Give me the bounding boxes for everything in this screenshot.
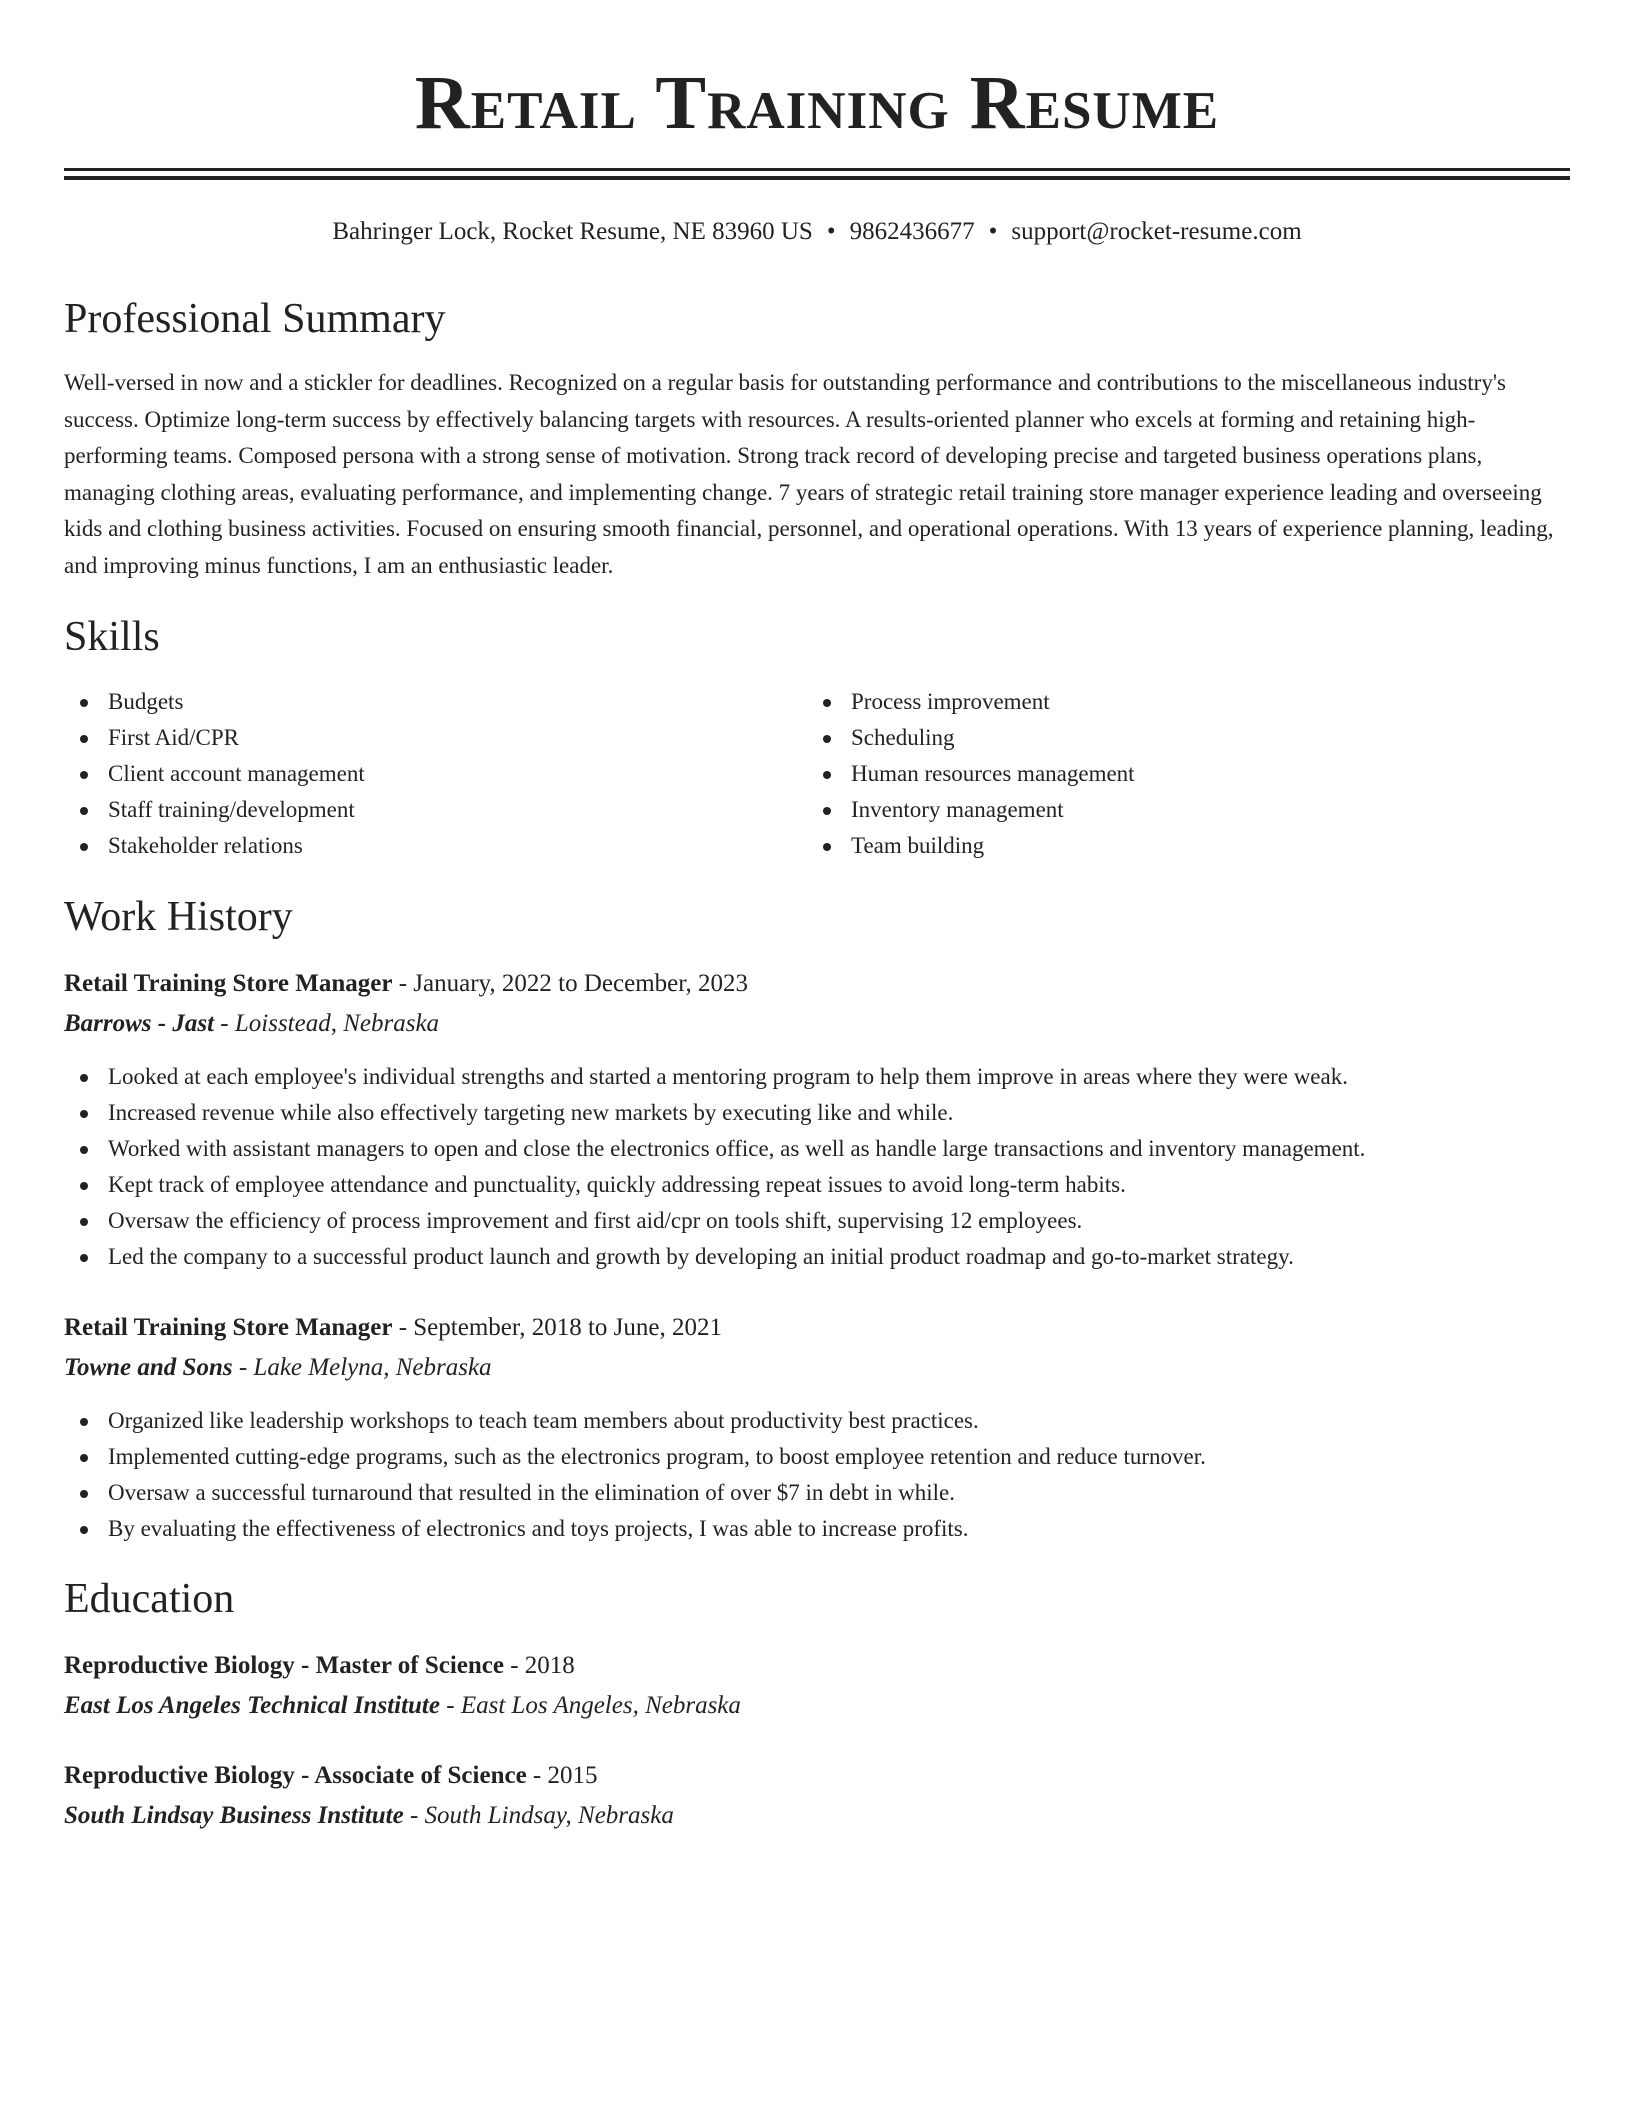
skill-item: Process improvement bbox=[807, 684, 1550, 720]
job-company: Towne and Sons bbox=[64, 1354, 233, 1381]
degree: Reproductive Biology - Associate of Science bbox=[64, 1762, 527, 1789]
contact-phone: 9862436677 bbox=[849, 218, 975, 245]
skill-item: Human resources management bbox=[807, 756, 1550, 792]
job-location: Lake Melyna, Nebraska bbox=[253, 1354, 492, 1381]
job-bullet: Worked with assistant managers to open and close the electronics office, as well as handle large transactions and inventory management. bbox=[64, 1131, 1570, 1167]
skill-item: Scheduling bbox=[807, 720, 1550, 756]
school: South Lindsay Business Institute bbox=[64, 1802, 404, 1829]
job-bullet: Led the company to a successful product launch and growth by developing an initial product roadmap and go-to-market strategy. bbox=[64, 1239, 1570, 1275]
skill-item: First Aid/CPR bbox=[64, 720, 807, 756]
skill-item: Budgets bbox=[64, 684, 807, 720]
job-bullets bbox=[64, 1059, 1570, 1275]
job-bullet: Implemented cutting-edge programs, such as the electronics program, to boost employee retention and reduce turnover. bbox=[64, 1439, 1570, 1475]
resume-title: Retail Training Resume bbox=[414, 61, 1220, 145]
degree: Reproductive Biology - Master of Science bbox=[64, 1652, 504, 1679]
job-title: Retail Training Store Manager bbox=[64, 1314, 393, 1341]
degree-line: Reproductive Biology - Associate of Science - 2015 bbox=[64, 1762, 598, 1789]
skills-heading: Skills bbox=[64, 614, 160, 660]
skill-item: Stakeholder relations bbox=[64, 828, 807, 864]
skill-item: Staff training/development bbox=[64, 792, 807, 828]
job-bullet: Increased revenue while also effectively targeting new markets by executing like and while. bbox=[64, 1095, 1570, 1131]
skill-item: Team building bbox=[807, 828, 1550, 864]
skills-column-left bbox=[64, 684, 807, 864]
contact-address: Bahringer Lock, Rocket Resume, NE 83960 US bbox=[332, 218, 813, 245]
job-bullet: Oversaw a successful turnaround that resulted in the elimination of over $7 in debt in while. bbox=[64, 1475, 1570, 1511]
work-history-heading: Work History bbox=[64, 894, 293, 940]
job-bullet: Organized like leadership workshops to teach team members about productivity best practices. bbox=[64, 1403, 1570, 1439]
school-line: East Los Angeles Technical Institute - East Los Angeles, Nebraska bbox=[64, 1692, 741, 1719]
contact-separator: • bbox=[988, 218, 998, 245]
contact-email: support@rocket-resume.com bbox=[1011, 218, 1302, 245]
degree-year: 2015 bbox=[547, 1762, 598, 1789]
degree-line: Reproductive Biology - Master of Science - 2018 bbox=[64, 1652, 575, 1679]
job-bullet: Kept track of employee attendance and punctuality, quickly addressing repeat issues to avoid long-term habits. bbox=[64, 1167, 1570, 1203]
job-title-line: Retail Training Store Manager - January, 2022 to December, 2023 bbox=[64, 970, 749, 997]
summary-text: Well-versed in now and a stickler for deadlines. Recognized on a regular basis for outstanding performance and contributions to the miscellaneous industry's success. Optimize long-term success by effectively balancing targets with resources. A results-oriented planner who excels at forming and retaining high-performing teams. Composed persona with a strong sense of motivation. Strong track record of developing precise and targeted business operations plans, managing clothing areas, evaluating performance, and implementing change. 7 years of strategic retail training store manager experience leading and overseeing kids and clothing business activities. Focused on ensuring smooth financial, personnel, and operational operations. With 13 years of experience planning, leading, and improving minus functions, I am an enthusiastic leader. bbox=[64, 370, 1554, 578]
skills-column-right bbox=[807, 684, 1550, 864]
skill-item: Inventory management bbox=[807, 792, 1550, 828]
school-location: East Los Angeles, Nebraska bbox=[460, 1692, 741, 1719]
job-dates: September, 2018 to June, 2021 bbox=[413, 1314, 722, 1341]
school-line: South Lindsay Business Institute - South Lindsay, Nebraska bbox=[64, 1802, 674, 1829]
contact-separator: • bbox=[826, 218, 836, 245]
job-bullets bbox=[64, 1403, 1570, 1547]
education-heading: Education bbox=[64, 1576, 235, 1622]
degree-year: 2018 bbox=[524, 1652, 575, 1679]
title-divider-bottom bbox=[64, 176, 1570, 180]
summary-heading: Professional Summary bbox=[64, 296, 446, 342]
job-title: Retail Training Store Manager bbox=[64, 970, 393, 997]
contact-line bbox=[64, 214, 1570, 250]
job-location: Loisstead, Nebraska bbox=[234, 1010, 440, 1037]
skills-list bbox=[64, 684, 1570, 864]
school-location: South Lindsay, Nebraska bbox=[424, 1802, 674, 1829]
title-divider-top bbox=[64, 168, 1570, 171]
job-bullet: By evaluating the effectiveness of electronics and toys projects, I was able to increase profits. bbox=[64, 1511, 1570, 1547]
job-title-line: Retail Training Store Manager - September, 2018 to June, 2021 bbox=[64, 1314, 722, 1341]
skill-item: Client account management bbox=[64, 756, 807, 792]
school: East Los Angeles Technical Institute bbox=[64, 1692, 440, 1719]
job-dates: January, 2022 to December, 2023 bbox=[413, 970, 749, 997]
job-company: Barrows - Jast bbox=[64, 1010, 215, 1037]
job-bullet: Oversaw the efficiency of process improvement and first aid/cpr on tools shift, supervising 12 employees. bbox=[64, 1203, 1570, 1239]
job-company-line: Barrows - Jast - Loisstead, Nebraska bbox=[64, 1010, 440, 1037]
job-company-line: Towne and Sons - Lake Melyna, Nebraska bbox=[64, 1354, 492, 1381]
job-bullet: Looked at each employee's individual strengths and started a mentoring program to help them improve in areas where they were weak. bbox=[64, 1059, 1570, 1095]
